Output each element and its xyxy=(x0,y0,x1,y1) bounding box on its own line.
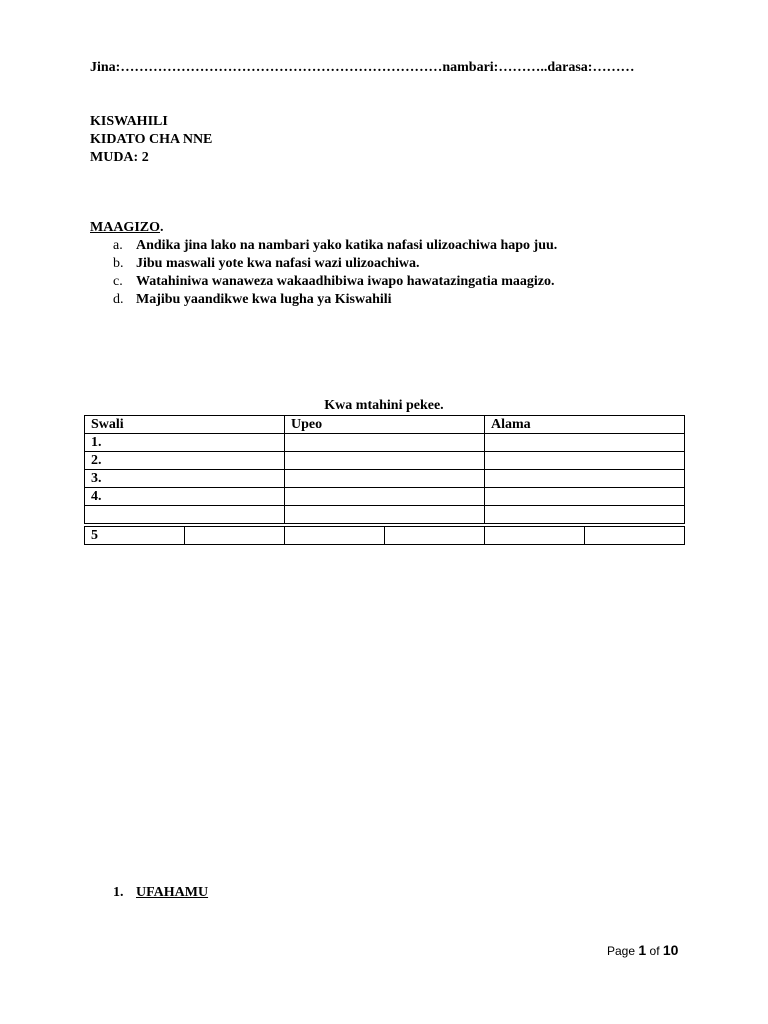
score-table-caption: Kwa mtahini pekee. xyxy=(324,398,444,413)
table-row xyxy=(85,506,685,524)
current-page: 1 xyxy=(638,942,647,958)
score-cell[interactable] xyxy=(485,506,685,524)
instructions-heading-text: MAAGIZO xyxy=(90,220,160,235)
score-cell[interactable] xyxy=(485,488,685,506)
instructions-heading-period: . xyxy=(160,220,164,235)
total-pages: 10 xyxy=(662,942,679,958)
instruction-marker: d. xyxy=(113,292,124,307)
question-number: 3. xyxy=(85,470,285,488)
section-number: 1. xyxy=(113,885,124,900)
question-number: 5 xyxy=(85,527,185,545)
score-subcell[interactable] xyxy=(385,527,485,545)
question-number: 2. xyxy=(85,452,285,470)
table-header-row xyxy=(85,416,685,434)
form-level: KIDATO CHA NNE xyxy=(90,132,213,147)
table-row xyxy=(85,527,685,545)
question-number xyxy=(85,506,285,524)
of-word: of xyxy=(649,944,660,958)
table-row xyxy=(85,470,685,488)
score-subcell[interactable] xyxy=(185,527,285,545)
section-title: UFAHAMU xyxy=(136,885,209,900)
header-upeo: Upeo xyxy=(285,416,485,434)
instruction-text: Watahiniwa wanaweza wakaadhibiwa iwapo hawatazingatia maagizo. xyxy=(136,274,555,289)
table-row xyxy=(85,488,685,506)
table-row xyxy=(85,434,685,452)
score-table xyxy=(84,415,685,524)
instruction-text: Majibu yaandikwe kwa lugha ya Kiswahili xyxy=(136,292,392,307)
page-footer xyxy=(607,942,678,958)
max-score-cell[interactable] xyxy=(285,506,485,524)
max-score-cell[interactable] xyxy=(285,452,485,470)
question-number: 1. xyxy=(85,434,285,452)
subject-block xyxy=(90,113,212,167)
instruction-text: Jibu maswali yote kwa nafasi wazi ulizoachiwa. xyxy=(136,256,420,271)
page-word: Page xyxy=(607,944,636,958)
score-subcell[interactable] xyxy=(585,527,685,545)
score-cell[interactable] xyxy=(485,452,685,470)
section-heading xyxy=(113,885,208,901)
score-subcell[interactable] xyxy=(285,527,385,545)
instruction-marker: c. xyxy=(113,274,123,289)
instructions-heading xyxy=(90,220,164,236)
instruction-text: Andika jina lako na nambari yako katika nafasi ulizoachiwa hapo juu. xyxy=(136,238,558,253)
score-subcell[interactable] xyxy=(485,527,585,545)
exam-duration: MUDA: 2 xyxy=(90,150,149,165)
table-row xyxy=(85,452,685,470)
instruction-marker: b. xyxy=(113,256,124,271)
score-cell[interactable] xyxy=(485,470,685,488)
max-score-cell[interactable] xyxy=(285,470,485,488)
header-swali: Swali xyxy=(85,416,285,434)
max-score-cell[interactable] xyxy=(285,434,485,452)
question-number: 4. xyxy=(85,488,285,506)
score-cell[interactable] xyxy=(485,434,685,452)
score-table-split-row xyxy=(84,526,685,545)
subject-title: KISWAHILI xyxy=(90,114,168,129)
instruction-marker: a. xyxy=(113,238,123,253)
name-number-class-line: Jina:……………………………………………………………nambari:………..darasa:……… xyxy=(90,60,635,75)
header-alama: Alama xyxy=(485,416,685,434)
max-score-cell[interactable] xyxy=(285,488,485,506)
